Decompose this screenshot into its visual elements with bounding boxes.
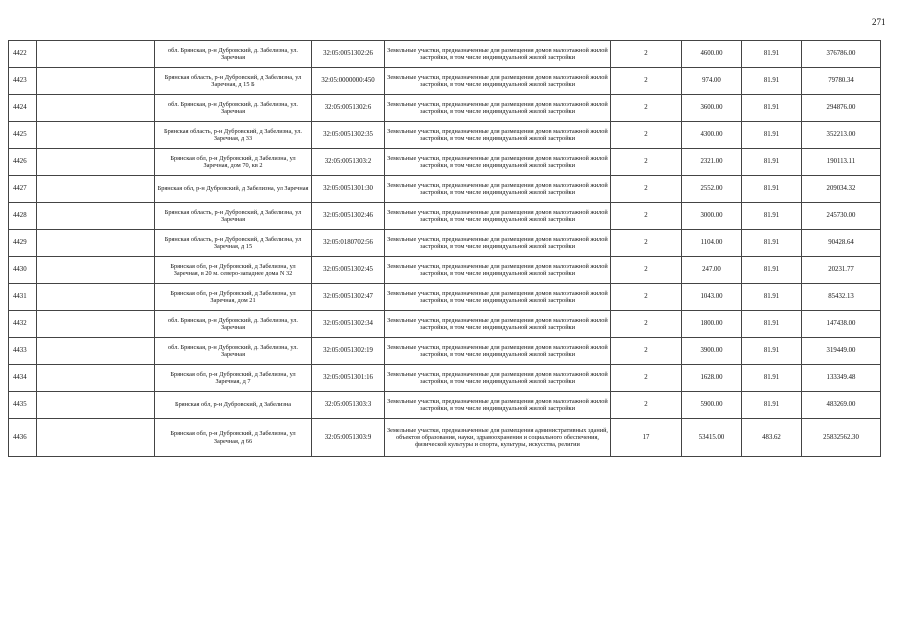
table-row (9, 68, 881, 95)
cadastral-number-cell: 32:05:0051303:2 (312, 149, 385, 176)
specific-value-cell: 81.91 (742, 203, 802, 230)
table-row (9, 338, 881, 365)
blank-cell (37, 365, 155, 392)
area-cell: 5900.00 (682, 392, 742, 419)
row-number-cell: 4429 (9, 230, 37, 257)
specific-value-cell: 81.91 (742, 149, 802, 176)
cadastral-number-cell: 32:05:0051302:35 (312, 122, 385, 149)
cadastral-value-cell: 90428.64 (802, 230, 881, 257)
specific-value-cell: 81.91 (742, 68, 802, 95)
address-cell: обл. Брянская, р-н Дубровский, д. Забелизна, ул. Заречная (155, 41, 312, 68)
address-cell: обл. Брянская, р-н Дубровский, д. Забелизна, ул. Заречная (155, 311, 312, 338)
blank-cell (37, 311, 155, 338)
land-use-category-cell: Земельные участки, предназначенные для размещения домов малоэтажной жилой застройки, в том числе индивидуальной жилой застройки (385, 284, 611, 311)
cadastral-number-cell: 32:05:0051302:34 (312, 311, 385, 338)
blank-cell (37, 338, 155, 365)
row-number-cell: 4424 (9, 95, 37, 122)
address-cell: Брянская обл, р-н Дубровский, д Забелизна, ул Заречная, д 66 (155, 419, 312, 457)
row-number-cell: 4428 (9, 203, 37, 230)
blank-cell (37, 230, 155, 257)
row-number-cell: 4430 (9, 257, 37, 284)
address-cell: Брянская область, р-н Дубровский, д Забелизна, ул. Заречная, д 33 (155, 122, 312, 149)
area-cell: 247.00 (682, 257, 742, 284)
row-number-cell: 4426 (9, 149, 37, 176)
blank-cell (37, 257, 155, 284)
land-use-category-cell: Земельные участки, предназначенные для размещения домов малоэтажной жилой застройки, в том числе индивидуальной жилой застройки (385, 41, 611, 68)
cadastral-value-cell: 25832562.30 (802, 419, 881, 457)
table-row (9, 95, 881, 122)
cadastral-number-cell: 32:05:0051302:6 (312, 95, 385, 122)
row-number-cell: 4435 (9, 392, 37, 419)
area-cell: 3000.00 (682, 203, 742, 230)
blank-cell (37, 95, 155, 122)
land-use-category-cell: Земельные участки, предназначенные для размещения домов малоэтажной жилой застройки, в том числе индивидуальной жилой застройки (385, 257, 611, 284)
specific-value-cell: 483.62 (742, 419, 802, 457)
cadastral-number-cell: 32:05:0051301:30 (312, 176, 385, 203)
specific-value-cell: 81.91 (742, 365, 802, 392)
land-use-category-cell: Земельные участки, предназначенные для размещения домов малоэтажной жилой застройки, в том числе индивидуальной жилой застройки (385, 392, 611, 419)
group-code-cell: 2 (611, 149, 682, 176)
land-use-category-cell: Земельные участки, предназначенные для размещения домов малоэтажной жилой застройки, в том числе индивидуальной жилой застройки (385, 338, 611, 365)
row-number-cell: 4425 (9, 122, 37, 149)
specific-value-cell: 81.91 (742, 230, 802, 257)
row-number-cell: 4436 (9, 419, 37, 457)
specific-value-cell: 81.91 (742, 392, 802, 419)
group-code-cell: 2 (611, 257, 682, 284)
cadastral-value-cell: 147438.00 (802, 311, 881, 338)
row-number-cell: 4427 (9, 176, 37, 203)
area-cell: 1104.00 (682, 230, 742, 257)
page-number: 271 (872, 17, 886, 27)
specific-value-cell: 81.91 (742, 122, 802, 149)
specific-value-cell: 81.91 (742, 338, 802, 365)
group-code-cell: 2 (611, 338, 682, 365)
cadastral-value-cell: 133349.48 (802, 365, 881, 392)
land-use-category-cell: Земельные участки, предназначенные для размещения домов малоэтажной жилой застройки, в том числе индивидуальной жилой застройки (385, 176, 611, 203)
address-cell: Брянская область, р-н Дубровский, д Забелизна, ул Заречная, д 15 (155, 230, 312, 257)
specific-value-cell: 81.91 (742, 95, 802, 122)
cadastral-value-cell: 79780.34 (802, 68, 881, 95)
table-row (9, 122, 881, 149)
group-code-cell: 2 (611, 392, 682, 419)
table-row (9, 203, 881, 230)
group-code-cell: 17 (611, 419, 682, 457)
land-use-category-cell: Земельные участки, предназначенные для размещения домов малоэтажной жилой застройки, в том числе индивидуальной жилой застройки (385, 122, 611, 149)
blank-cell (37, 203, 155, 230)
table-row (9, 311, 881, 338)
specific-value-cell: 81.91 (742, 176, 802, 203)
cadastral-value-cell: 294876.00 (802, 95, 881, 122)
land-use-category-cell: Земельные участки, предназначенные для размещения административных зданий, объектов образования, науки, здравоохранения и социального обеспечения, физической культуры и спорта, культуры, искусства, религии (385, 419, 611, 457)
cadastral-value-cell: 209034.32 (802, 176, 881, 203)
table-row (9, 419, 881, 457)
blank-cell (37, 41, 155, 68)
table-row (9, 149, 881, 176)
cadastral-number-cell: 32:05:0051302:26 (312, 41, 385, 68)
table-body (9, 41, 881, 457)
group-code-cell: 2 (611, 365, 682, 392)
cadastral-value-cell: 85432.13 (802, 284, 881, 311)
address-cell: Брянская обл, р-н Дубровский, д Забелизна, ул Заречная, дом 21 (155, 284, 312, 311)
land-use-category-cell: Земельные участки, предназначенные для размещения домов малоэтажной жилой застройки, в том числе индивидуальной жилой застройки (385, 95, 611, 122)
specific-value-cell: 81.91 (742, 284, 802, 311)
blank-cell (37, 176, 155, 203)
cadastral-number-cell: 32:05:0051302:46 (312, 203, 385, 230)
table-row (9, 365, 881, 392)
row-number-cell: 4422 (9, 41, 37, 68)
land-use-category-cell: Земельные участки, предназначенные для размещения домов малоэтажной жилой застройки, в том числе индивидуальной жилой застройки (385, 203, 611, 230)
cadastral-value-cell: 352213.00 (802, 122, 881, 149)
group-code-cell: 2 (611, 203, 682, 230)
row-number-cell: 4433 (9, 338, 37, 365)
address-cell: Брянская обл, р-н Дубровский, д Забелизна, ул Заречная, д 7 (155, 365, 312, 392)
area-cell: 1628.00 (682, 365, 742, 392)
area-cell: 53415.00 (682, 419, 742, 457)
blank-cell (37, 149, 155, 176)
cadastral-number-cell: 32:05:0180702:56 (312, 230, 385, 257)
blank-cell (37, 68, 155, 95)
address-cell: обл. Брянская, р-н Дубровский, д. Забелизна, ул. Заречная (155, 95, 312, 122)
blank-cell (37, 284, 155, 311)
group-code-cell: 2 (611, 311, 682, 338)
blank-cell (37, 392, 155, 419)
specific-value-cell: 81.91 (742, 41, 802, 68)
table-row (9, 176, 881, 203)
address-cell: Брянская обл, р-н Дубровский, д Забелизна, ул Заречная, в 20 м. северо-западнее дома N 32 (155, 257, 312, 284)
land-use-category-cell: Земельные участки, предназначенные для размещения домов малоэтажной жилой застройки, в том числе индивидуальной жилой застройки (385, 311, 611, 338)
group-code-cell: 2 (611, 122, 682, 149)
cadastral-number-cell: 32:05:0051303:3 (312, 392, 385, 419)
table-row (9, 284, 881, 311)
area-cell: 2552.00 (682, 176, 742, 203)
area-cell: 4300.00 (682, 122, 742, 149)
table-row (9, 41, 881, 68)
cadastral-number-cell: 32:05:0051302:19 (312, 338, 385, 365)
area-cell: 4600.00 (682, 41, 742, 68)
cadastral-number-cell: 32:05:0000000:450 (312, 68, 385, 95)
land-use-category-cell: Земельные участки, предназначенные для размещения домов малоэтажной жилой застройки, в том числе индивидуальной жилой застройки (385, 230, 611, 257)
area-cell: 974.00 (682, 68, 742, 95)
table-row (9, 230, 881, 257)
blank-cell (37, 419, 155, 457)
specific-value-cell: 81.91 (742, 257, 802, 284)
area-cell: 1043.00 (682, 284, 742, 311)
land-use-category-cell: Земельные участки, предназначенные для размещения домов малоэтажной жилой застройки, в том числе индивидуальной жилой застройки (385, 365, 611, 392)
land-use-category-cell: Земельные участки, предназначенные для размещения домов малоэтажной жилой застройки, в том числе индивидуальной жилой застройки (385, 68, 611, 95)
cadastral-number-cell: 32:05:0051302:47 (312, 284, 385, 311)
row-number-cell: 4423 (9, 68, 37, 95)
cadastral-number-cell: 32:05:0051302:45 (312, 257, 385, 284)
group-code-cell: 2 (611, 284, 682, 311)
table-row (9, 392, 881, 419)
cadastral-value-cell: 20231.77 (802, 257, 881, 284)
row-number-cell: 4434 (9, 365, 37, 392)
table-row (9, 257, 881, 284)
blank-cell (37, 122, 155, 149)
address-cell: Брянская обл, р-н Дубровский, д Забелизна, ул Заречная (155, 176, 312, 203)
cadastral-number-cell: 32:05:0051301:16 (312, 365, 385, 392)
address-cell: Брянская обл, р-н Дубровский, д Забелизна (155, 392, 312, 419)
area-cell: 3600.00 (682, 95, 742, 122)
area-cell: 2321.00 (682, 149, 742, 176)
group-code-cell: 2 (611, 68, 682, 95)
group-code-cell: 2 (611, 95, 682, 122)
cadastral-value-cell: 190113.11 (802, 149, 881, 176)
group-code-cell: 2 (611, 230, 682, 257)
cadastral-value-cell: 483269.00 (802, 392, 881, 419)
land-use-category-cell: Земельные участки, предназначенные для размещения домов малоэтажной жилой застройки, в том числе индивидуальной жилой застройки (385, 149, 611, 176)
cadastral-value-table (8, 40, 881, 457)
cadastral-value-cell: 319449.00 (802, 338, 881, 365)
group-code-cell: 2 (611, 41, 682, 68)
specific-value-cell: 81.91 (742, 311, 802, 338)
area-cell: 3900.00 (682, 338, 742, 365)
cadastral-value-cell: 376786.00 (802, 41, 881, 68)
address-cell: Брянская обл, р-н Дубровский, д Забелизна, ул Заречная, дом 70, кв 2 (155, 149, 312, 176)
area-cell: 1800.00 (682, 311, 742, 338)
address-cell: обл. Брянская, р-н Дубровский, д. Забелизна, ул. Заречная (155, 338, 312, 365)
address-cell: Брянская область, р-н Дубровский, д Забелизна, ул Заречная, д 15 Б (155, 68, 312, 95)
group-code-cell: 2 (611, 176, 682, 203)
cadastral-number-cell: 32:05:0051303:9 (312, 419, 385, 457)
row-number-cell: 4431 (9, 284, 37, 311)
row-number-cell: 4432 (9, 311, 37, 338)
cadastral-value-cell: 245730.00 (802, 203, 881, 230)
address-cell: Брянская область, р-н Дубровский, д Забелизна, ул Заречная (155, 203, 312, 230)
